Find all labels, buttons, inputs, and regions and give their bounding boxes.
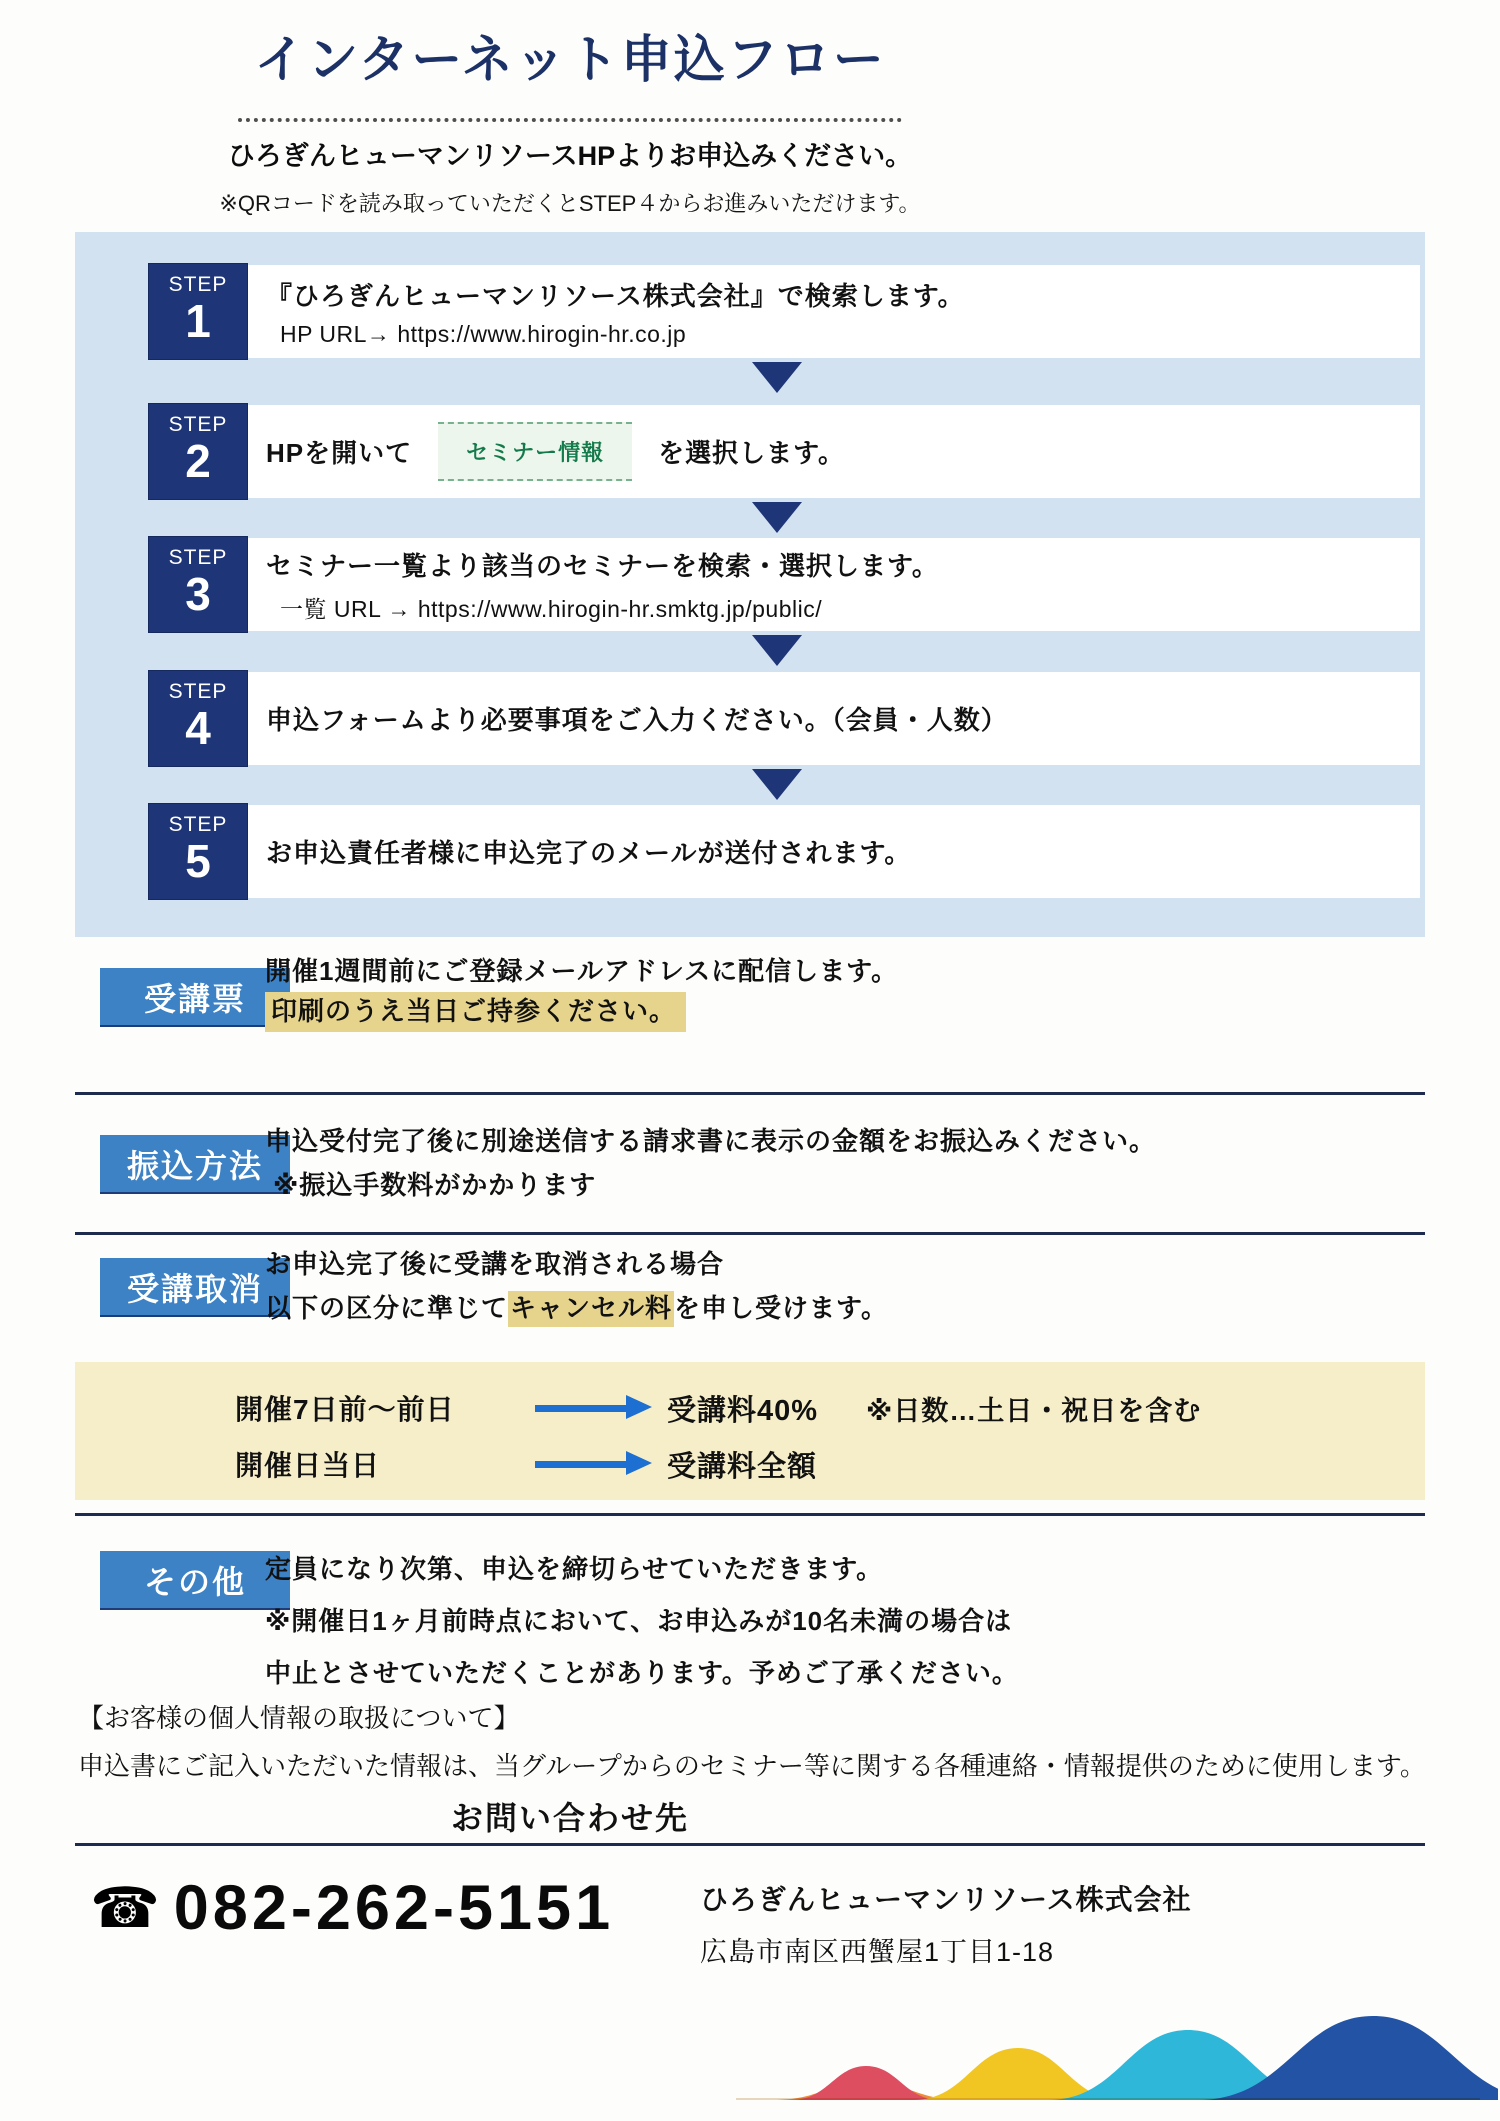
- down-arrow-icon: [752, 769, 802, 800]
- step-badge-number: 1: [185, 295, 211, 347]
- ticket-line1: 開催1週間前にご登録メールアドレスに配信します。: [265, 956, 899, 986]
- step-band-2: [248, 405, 1420, 498]
- step-badge-label: STEP: [168, 813, 228, 836]
- phone-number: 082-262-5151: [173, 1873, 615, 1943]
- step-badge-5: [148, 803, 248, 900]
- section-label-other: その他: [100, 1551, 290, 1608]
- step-band-3: [248, 538, 1420, 631]
- step-badge-2: [148, 403, 248, 500]
- section-label-cancellation: 受講取消: [100, 1258, 290, 1315]
- other-line1: 定員になり次第、申込を締切らせていただきます。: [265, 1554, 884, 1584]
- cancellation-fee-box: [75, 1362, 1425, 1500]
- cancellation-highlight: キャンセル料: [508, 1291, 674, 1327]
- step3-text: セミナー一覧より該当のセミナーを検索・選択します。: [266, 550, 939, 581]
- step1-text: 『ひろぎんヒューマンリソース株式会社』で検索します。: [266, 280, 965, 311]
- step-badge-label: STEP: [168, 680, 228, 703]
- step-band-5: [248, 805, 1420, 898]
- step3-url: 一覧 URL → https://www.hirogin-hr.smktg.jp/public/: [280, 595, 823, 622]
- subtitle: ひろぎんヒューマンリソースHPよりお申込みください。: [227, 141, 913, 171]
- step-badge-label: STEP: [168, 413, 228, 436]
- step-badge-number: 3: [185, 568, 211, 620]
- step-band-1: [248, 265, 1420, 358]
- step-badge-label: STEP: [168, 273, 228, 296]
- step2-text-after: を選択します。: [658, 438, 846, 468]
- step-row-3: [75, 536, 1425, 633]
- divider: [75, 1232, 1425, 1235]
- fee-period: 開催日当日: [235, 1450, 381, 1481]
- fee-note: ※日数…土日・祝日を含む: [866, 1395, 1202, 1426]
- cancellation-line2-before: 以下の区分に準じて: [265, 1293, 509, 1323]
- mountain-wave-graphic: [718, 2010, 1498, 2116]
- down-arrow-icon: [752, 502, 802, 533]
- fee-row: [235, 1442, 865, 1486]
- step-badge-number: 5: [185, 835, 211, 887]
- step-row-4: [75, 670, 1425, 767]
- divider: [75, 1092, 1425, 1095]
- step-badge-4: [148, 670, 248, 767]
- cancellation-text: [265, 1251, 888, 1321]
- payment-text: [265, 1128, 1156, 1198]
- divider: [75, 1513, 1425, 1516]
- section-label-ticket: 受講票: [100, 968, 290, 1025]
- step-badge-number: 4: [185, 702, 211, 754]
- contact-heading: お問い合わせ先: [450, 1800, 689, 1836]
- step-row-1: [75, 263, 1425, 360]
- fee-amount: 受講料全額: [667, 1450, 818, 1483]
- step2-text-before: HPを開いて: [266, 438, 413, 468]
- cancellation-line1: お申込完了後に受講を取消される場合: [265, 1249, 725, 1279]
- fee-amount: 受講料40%: [667, 1394, 819, 1427]
- step4-text: 申込フォームより必要事項をご入力ください。（会員・人数）: [266, 705, 1008, 735]
- other-text: [265, 1543, 1019, 1699]
- other-line3: 中止とさせていただくことがあります。予めご了承ください。: [265, 1658, 1019, 1688]
- flow-panel: [75, 232, 1425, 937]
- step-badge-label: STEP: [168, 546, 228, 569]
- fee-row: [235, 1386, 1201, 1430]
- ticket-text: [265, 958, 898, 1024]
- payment-line1: 申込受付完了後に別途送信する請求書に表示の金額をお振込みください。: [265, 1126, 1157, 1156]
- step-row-2: [75, 403, 1425, 500]
- privacy-heading: 【お客様の個人情報の取扱について】: [78, 1703, 520, 1733]
- step5-text: お申込責任者様に申込完了のメールが送付されます。: [266, 838, 912, 868]
- page-title: インターネット申込フロー: [238, 18, 901, 122]
- step-badge-1: [148, 263, 248, 360]
- step-row-5: [75, 803, 1425, 900]
- other-line2: ※開催日1ヶ月前時点において、お申込みが10名未満の場合は: [265, 1606, 1013, 1636]
- cancellation-line2-after: を申し受けます。: [674, 1293, 888, 1323]
- step-badge-3: [148, 536, 248, 633]
- phone-row: [90, 1872, 614, 1944]
- company-address: 広島市南区西蟹屋1丁目1-18: [700, 1937, 1055, 1967]
- company-name: ひろぎんヒューマンリソース株式会社: [700, 1884, 1192, 1915]
- right-arrow-icon: [535, 1461, 627, 1468]
- privacy-body: 申込書にご記入いただいた情報は、当グループからのセミナー等に関する各種連絡・情報提供のために使用します。: [78, 1751, 1426, 1781]
- step1-url: HP URL→ https://www.hirogin-hr.co.jp: [280, 320, 687, 347]
- telephone-icon: ☎: [90, 1876, 160, 1939]
- right-arrow-icon: [535, 1405, 627, 1412]
- divider: [75, 1843, 1425, 1846]
- step-badge-number: 2: [185, 435, 211, 487]
- qr-note: ※QRコードを読み取っていただくとSTEP４からお進みいただけます。: [219, 191, 921, 216]
- seminar-info-chip: セミナー情報: [438, 422, 632, 481]
- payment-line2: ※振込手数料がかかります: [273, 1170, 597, 1200]
- step-band-4: [248, 672, 1420, 765]
- ticket-highlight: 印刷のうえ当日ご持参ください。: [265, 992, 686, 1032]
- company-block: [700, 1878, 1192, 1969]
- down-arrow-icon: [752, 362, 802, 393]
- fee-period: 開催7日前～前日: [235, 1394, 455, 1425]
- header: [0, 0, 1140, 218]
- section-label-payment: 振込方法: [100, 1135, 290, 1192]
- down-arrow-icon: [752, 635, 802, 666]
